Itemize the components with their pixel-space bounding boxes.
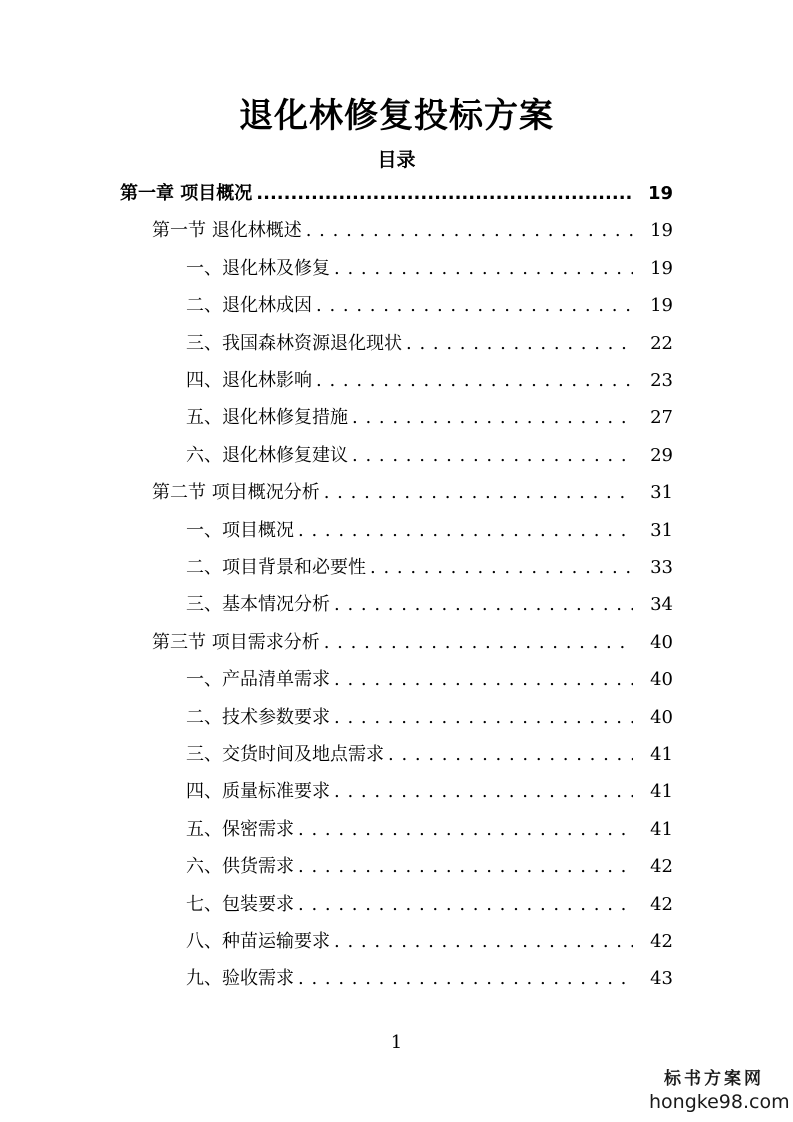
toc-entry[interactable] [152, 475, 673, 505]
toc-entry[interactable] [186, 550, 673, 580]
toc-entry[interactable] [186, 513, 673, 543]
toc-dot-leader [306, 219, 633, 243]
toc-dot-leader [324, 481, 633, 505]
toc-dot-leader [352, 406, 633, 430]
toc-entry-page: 42 [650, 931, 673, 952]
toc-entry-label: 六、退化林修复建议 [186, 444, 348, 466]
toc-entry-page: 31 [650, 482, 673, 504]
toc-entry-page: 23 [650, 370, 673, 391]
toc-entry-page: 31 [650, 519, 673, 541]
toc-dot-leader [316, 294, 633, 318]
toc-dot-leader [406, 332, 633, 356]
toc-entry-page: 19 [650, 257, 673, 279]
toc-entry-label: 五、保密需求 [186, 818, 294, 840]
toc-dot-leader [316, 369, 633, 393]
toc-entry-page: 40 [650, 631, 673, 653]
toc-dot-leader [298, 893, 633, 917]
toc-entry[interactable] [186, 737, 673, 767]
toc-entry-page: 43 [650, 968, 673, 990]
toc-dot-leader [334, 930, 633, 954]
toc-entry[interactable] [186, 849, 673, 879]
toc-entry-label: 第一章 项目概况 [120, 183, 253, 204]
toc-entry-label: 八、种苗运输要求 [186, 931, 330, 952]
toc-entry-label: 三、交货时间及地点需求 [186, 744, 384, 765]
toc-dot-leader [256, 182, 633, 206]
toc-dot-leader [334, 257, 633, 281]
toc-entry-page: 41 [650, 744, 673, 765]
page-number: 1 [390, 1032, 403, 1053]
toc-entry[interactable] [186, 812, 673, 842]
toc-dot-leader [334, 593, 633, 617]
toc-entry[interactable] [186, 774, 673, 804]
toc-entry-label: 二、技术参数要求 [186, 706, 330, 728]
toc-entry[interactable] [186, 662, 673, 692]
toc-dot-leader [334, 780, 633, 804]
toc-entry[interactable] [186, 924, 673, 954]
toc-entry[interactable] [186, 887, 673, 917]
toc-entry-page: 19 [650, 220, 673, 242]
document-title: 退化林修复投标方案 [239, 96, 554, 136]
toc-dot-leader [352, 444, 633, 468]
toc-entry-page: 19 [650, 295, 673, 317]
toc-entry[interactable] [152, 625, 673, 655]
toc-dot-leader [298, 855, 633, 879]
toc-entry-label: 三、基本情况分析 [186, 594, 330, 616]
watermark-cn-text: 标书方案网 [664, 1069, 764, 1089]
toc-entry-page: 42 [650, 893, 673, 915]
toc-entry[interactable] [152, 213, 673, 243]
toc-dot-leader [324, 631, 633, 655]
watermark-logo [649, 1068, 790, 1114]
toc-entry-label: 四、退化林影响 [186, 370, 312, 391]
toc-entry-page: 34 [650, 594, 673, 616]
toc-entry[interactable] [186, 288, 673, 318]
toc-dot-leader [334, 706, 633, 730]
toc-entry-page: 40 [650, 706, 673, 728]
toc-entry-label: 五、退化林修复措施 [186, 407, 348, 429]
toc-entry-page: 19 [647, 183, 673, 204]
toc-dot-leader [334, 668, 633, 692]
toc-entry-page: 22 [650, 332, 673, 354]
toc-dot-leader [298, 519, 633, 543]
toc-entry-page: 29 [650, 444, 673, 466]
toc-entry-page: 41 [650, 818, 673, 840]
toc-entry-label: 四、质量标准要求 [186, 781, 330, 803]
toc-entry-page: 33 [650, 557, 673, 578]
toc-entry-page: 27 [650, 407, 673, 429]
toc-entry-label: 二、退化林成因 [186, 295, 312, 317]
toc-entry[interactable] [186, 961, 673, 991]
toc-entry-label: 二、项目背景和必要性 [186, 557, 366, 578]
toc-entry-label: 一、产品清单需求 [186, 669, 330, 691]
toc-entry-label: 六、供货需求 [186, 856, 294, 878]
toc-entry-label: 三、我国森林资源退化现状 [186, 332, 402, 354]
toc-entry-label: 第三节 项目需求分析 [152, 631, 320, 653]
toc-heading: 目录 [377, 149, 416, 171]
toc-entry-label: 第一节 退化林概述 [152, 220, 302, 242]
toc-dot-leader [370, 556, 633, 580]
toc-entry[interactable] [186, 326, 673, 356]
toc-dot-leader [298, 967, 633, 991]
toc-dot-leader [388, 743, 633, 767]
toc-entry-label: 一、退化林及修复 [186, 257, 330, 279]
toc-entry-label: 九、验收需求 [186, 968, 294, 990]
toc-entry-label: 七、包装要求 [186, 893, 294, 915]
toc-dot-leader [298, 818, 633, 842]
toc-entry[interactable] [186, 587, 673, 617]
toc-entry[interactable] [186, 438, 673, 468]
toc-entry[interactable] [120, 176, 673, 206]
toc-entry-page: 40 [650, 669, 673, 691]
toc-entry[interactable] [186, 700, 673, 730]
toc-entry-page: 41 [650, 781, 673, 803]
toc-entry[interactable] [186, 251, 673, 281]
toc-entry[interactable] [186, 363, 673, 393]
toc-entry-label: 一、项目概况 [186, 519, 294, 541]
toc-entry[interactable] [186, 400, 673, 430]
toc-entry-label: 第二节 项目概况分析 [152, 482, 320, 504]
watermark-url-text: hongke98.com [649, 1091, 790, 1113]
toc-entry-page: 42 [650, 856, 673, 878]
